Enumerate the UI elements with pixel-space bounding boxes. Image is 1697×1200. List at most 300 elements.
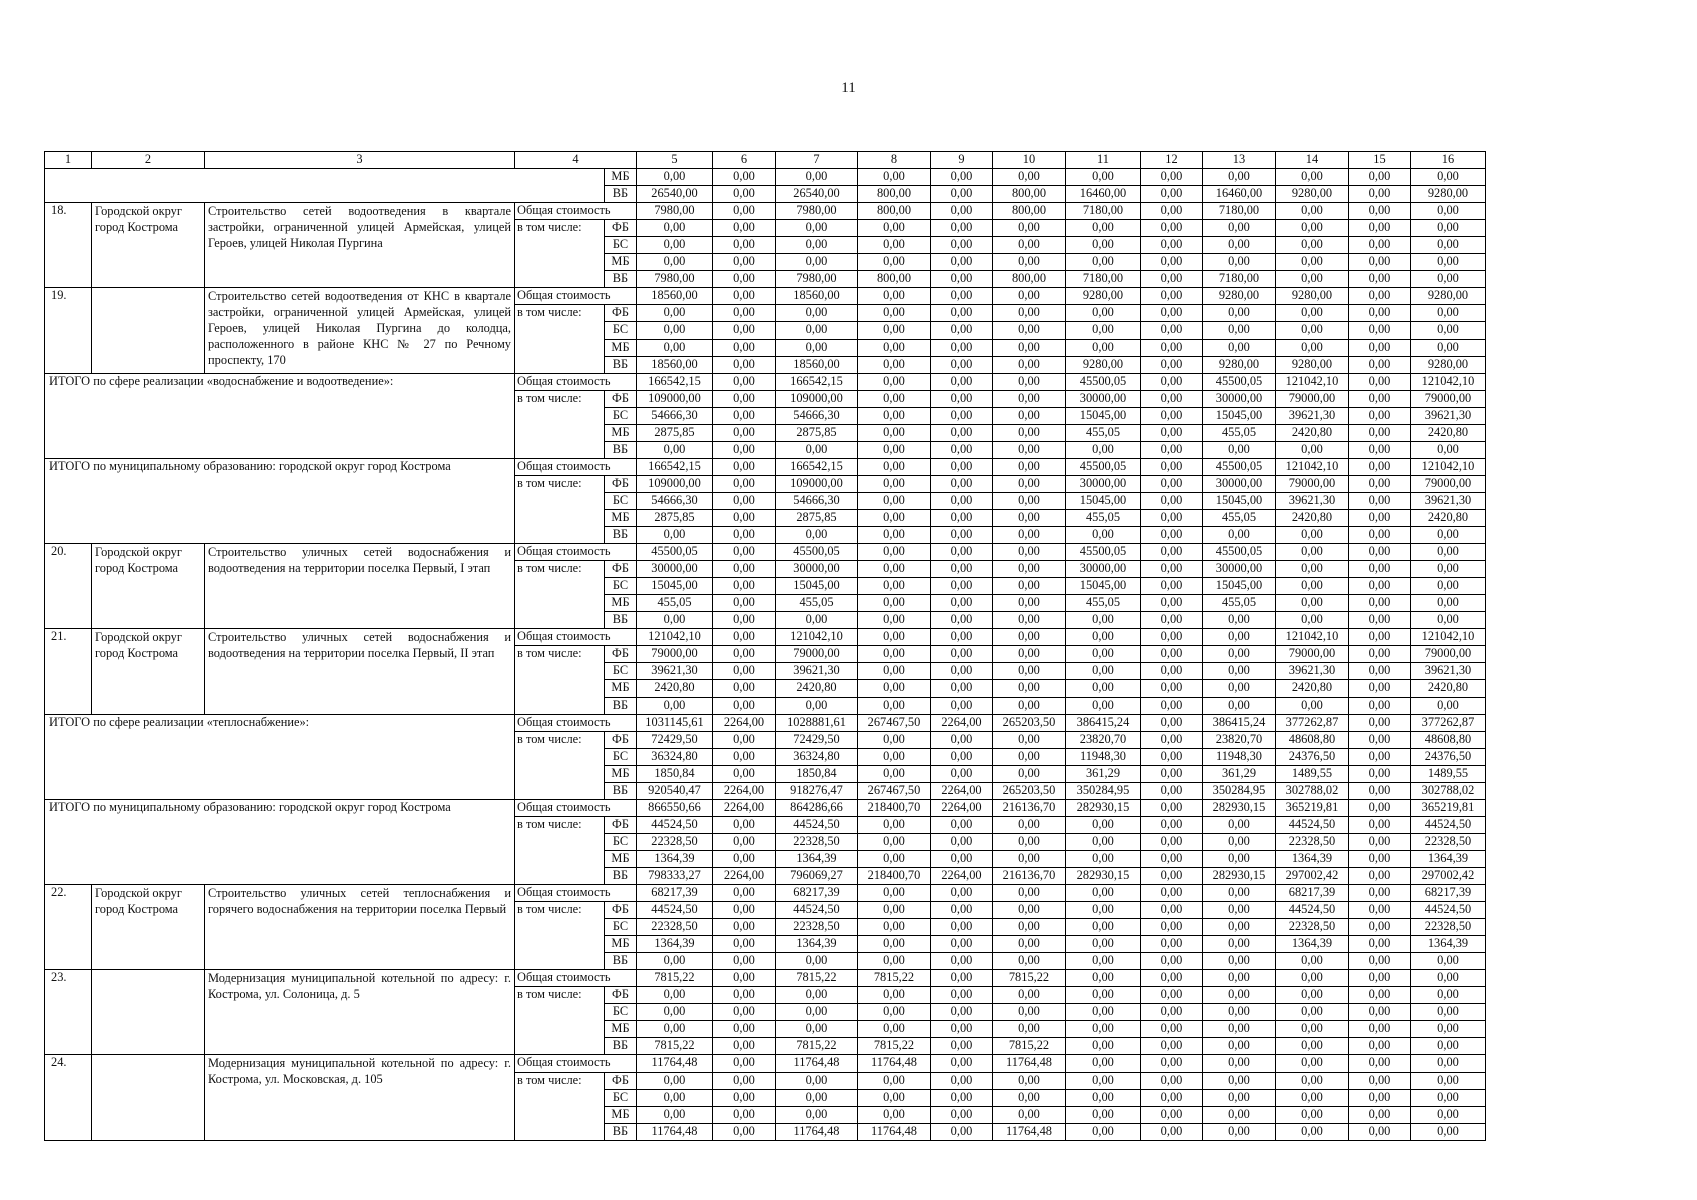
value-cell: 282930,15	[1066, 799, 1141, 816]
column-header: 12	[1141, 152, 1203, 169]
value-cell: 0,00	[931, 509, 993, 526]
value-cell: 166542,15	[637, 373, 713, 390]
value-cell: 0,00	[1141, 458, 1203, 475]
value-cell: 864286,66	[776, 799, 858, 816]
value-cell: 0,00	[1203, 816, 1276, 833]
source-label: БС	[605, 492, 637, 509]
value-cell: 0,00	[993, 169, 1066, 186]
value-cell: 0,00	[931, 390, 993, 407]
source-label: МБ	[605, 509, 637, 526]
source-label: БС	[605, 237, 637, 254]
value-cell: 0,00	[1066, 1021, 1141, 1038]
value-cell: 455,05	[1066, 509, 1141, 526]
total-row	[45, 458, 1486, 475]
value-cell: 0,00	[993, 254, 1066, 271]
source-label: МБ	[605, 850, 637, 867]
value-cell: 44524,50	[1276, 816, 1349, 833]
value-cell: 0,00	[1276, 1004, 1349, 1021]
value-cell: 0,00	[931, 629, 993, 646]
value-cell: 0,00	[1276, 1106, 1349, 1123]
value-cell: 0,00	[1203, 441, 1276, 458]
value-cell: 0,00	[858, 492, 931, 509]
value-cell: 0,00	[1141, 356, 1203, 373]
value-cell: 0,00	[1349, 765, 1411, 782]
value-cell: 1364,39	[637, 850, 713, 867]
value-cell: 0,00	[1349, 527, 1411, 544]
value-cell: 0,00	[1066, 936, 1141, 953]
value-cell: 1364,39	[1276, 936, 1349, 953]
value-cell: 0,00	[993, 237, 1066, 254]
value-cell: 44524,50	[776, 816, 858, 833]
value-cell: 0,00	[1349, 407, 1411, 424]
value-cell: 0,00	[1141, 527, 1203, 544]
value-cell: 0,00	[713, 254, 776, 271]
column-header: 5	[637, 152, 713, 169]
value-cell: 7180,00	[1203, 203, 1276, 220]
value-cell: 0,00	[858, 680, 931, 697]
page-number: 11	[841, 80, 856, 96]
value-cell: 0,00	[1411, 1004, 1486, 1021]
value-cell: 2875,85	[776, 424, 858, 441]
value-cell: 1364,39	[1411, 850, 1486, 867]
value-cell: 0,00	[1066, 254, 1141, 271]
value-cell: 455,05	[1203, 424, 1276, 441]
value-cell: 0,00	[776, 254, 858, 271]
value-cell: 11764,48	[637, 1055, 713, 1072]
value-cell: 1489,55	[1411, 765, 1486, 782]
source-label: ВБ	[605, 867, 637, 884]
value-cell: 39621,30	[1411, 407, 1486, 424]
value-cell: 0,00	[1349, 816, 1411, 833]
including-label: в том числе:	[515, 475, 605, 543]
value-cell: 166542,15	[776, 373, 858, 390]
value-cell: 0,00	[713, 186, 776, 203]
value-cell: 0,00	[931, 1089, 993, 1106]
value-cell: 0,00	[713, 339, 776, 356]
value-cell: 0,00	[858, 561, 931, 578]
value-cell: 0,00	[1141, 833, 1203, 850]
source-label: БС	[605, 833, 637, 850]
value-cell: 0,00	[1203, 612, 1276, 629]
value-cell: 9280,00	[1066, 356, 1141, 373]
value-cell: 0,00	[931, 902, 993, 919]
value-cell: 0,00	[776, 169, 858, 186]
item-number: 18.	[45, 203, 92, 288]
value-cell: 0,00	[1411, 169, 1486, 186]
value-cell: 0,00	[1349, 867, 1411, 884]
column-header: 1	[45, 152, 92, 169]
value-cell: 0,00	[1203, 919, 1276, 936]
value-cell: 0,00	[858, 953, 931, 970]
value-cell: 0,00	[1203, 833, 1276, 850]
item-row	[45, 970, 1486, 987]
value-cell: 0,00	[1141, 169, 1203, 186]
value-cell: 0,00	[993, 322, 1066, 339]
value-cell: 455,05	[776, 595, 858, 612]
value-cell: 72429,50	[637, 731, 713, 748]
value-cell: 0,00	[993, 885, 1066, 902]
value-cell: 0,00	[1141, 407, 1203, 424]
value-cell: 0,00	[713, 850, 776, 867]
value-cell: 18560,00	[637, 288, 713, 305]
value-cell: 2264,00	[931, 714, 993, 731]
value-cell: 0,00	[993, 646, 1066, 663]
value-cell: 0,00	[713, 475, 776, 492]
value-cell: 0,00	[858, 305, 931, 322]
value-cell: 0,00	[931, 458, 993, 475]
value-cell: 1364,39	[776, 936, 858, 953]
value-cell: 0,00	[1349, 731, 1411, 748]
column-header: 6	[713, 152, 776, 169]
value-cell: 9280,00	[1276, 186, 1349, 203]
value-cell: 0,00	[1411, 595, 1486, 612]
column-header: 4	[515, 152, 637, 169]
value-cell: 0,00	[1349, 271, 1411, 288]
source-label: МБ	[605, 339, 637, 356]
value-cell: 0,00	[993, 356, 1066, 373]
total-cost-label: Общая стоимость	[515, 799, 637, 816]
value-cell: 11764,48	[776, 1055, 858, 1072]
value-cell: 267467,50	[858, 782, 931, 799]
value-cell: 0,00	[858, 458, 931, 475]
column-header: 10	[993, 152, 1066, 169]
value-cell: 23820,70	[1066, 731, 1141, 748]
value-cell: 48608,80	[1276, 731, 1349, 748]
value-cell: 0,00	[1141, 561, 1203, 578]
source-label: ФБ	[605, 731, 637, 748]
value-cell: 0,00	[713, 527, 776, 544]
value-cell: 0,00	[1276, 1055, 1349, 1072]
value-cell: 0,00	[1066, 1055, 1141, 1072]
value-cell: 0,00	[1349, 458, 1411, 475]
value-cell: 0,00	[1141, 1038, 1203, 1055]
value-cell: 0,00	[637, 527, 713, 544]
value-cell: 0,00	[713, 663, 776, 680]
value-cell: 22328,50	[637, 833, 713, 850]
value-cell: 0,00	[993, 612, 1066, 629]
value-cell: 0,00	[993, 680, 1066, 697]
value-cell: 0,00	[1203, 850, 1276, 867]
value-cell: 0,00	[713, 390, 776, 407]
value-cell: 800,00	[993, 186, 1066, 203]
value-cell: 0,00	[858, 254, 931, 271]
value-cell: 0,00	[931, 970, 993, 987]
value-cell: 68217,39	[776, 885, 858, 902]
value-cell: 0,00	[1349, 169, 1411, 186]
municipality	[92, 970, 205, 1055]
value-cell: 16460,00	[1066, 186, 1141, 203]
total-row	[45, 799, 1486, 816]
value-cell: 0,00	[858, 373, 931, 390]
source-label: ВБ	[605, 782, 637, 799]
value-cell: 0,00	[637, 1004, 713, 1021]
value-cell: 79000,00	[1411, 475, 1486, 492]
value-cell: 0,00	[713, 1021, 776, 1038]
value-cell: 0,00	[858, 936, 931, 953]
value-cell: 0,00	[713, 305, 776, 322]
value-cell: 79000,00	[1276, 390, 1349, 407]
source-label: ФБ	[605, 902, 637, 919]
value-cell: 0,00	[858, 356, 931, 373]
value-cell: 7980,00	[776, 203, 858, 220]
value-cell: 9280,00	[1203, 356, 1276, 373]
value-cell: 0,00	[1141, 203, 1203, 220]
value-cell: 0,00	[713, 953, 776, 970]
value-cell: 121042,10	[776, 629, 858, 646]
value-cell: 0,00	[1349, 254, 1411, 271]
value-cell: 44524,50	[776, 902, 858, 919]
value-cell: 2264,00	[931, 867, 993, 884]
value-cell: 0,00	[993, 1021, 1066, 1038]
value-cell: 0,00	[931, 833, 993, 850]
value-cell: 0,00	[993, 458, 1066, 475]
value-cell: 0,00	[1066, 970, 1141, 987]
value-cell: 0,00	[1203, 1089, 1276, 1106]
value-cell: 11764,48	[776, 1123, 858, 1140]
total-cost-label: Общая стоимость	[515, 203, 637, 220]
value-cell: 2420,80	[1411, 424, 1486, 441]
value-cell: 0,00	[1066, 339, 1141, 356]
value-cell: 0,00	[993, 663, 1066, 680]
value-cell: 0,00	[1349, 697, 1411, 714]
value-cell: 11764,48	[637, 1123, 713, 1140]
value-cell: 0,00	[1141, 799, 1203, 816]
value-cell: 0,00	[1349, 237, 1411, 254]
value-cell: 0,00	[1141, 1089, 1203, 1106]
value-cell: 0,00	[858, 697, 931, 714]
value-cell: 0,00	[776, 237, 858, 254]
value-cell: 2264,00	[931, 782, 993, 799]
value-cell: 0,00	[858, 220, 931, 237]
value-cell: 0,00	[931, 919, 993, 936]
value-cell: 0,00	[993, 407, 1066, 424]
value-cell: 0,00	[931, 305, 993, 322]
municipality	[92, 1055, 205, 1140]
value-cell: 0,00	[713, 1055, 776, 1072]
value-cell: 302788,02	[1276, 782, 1349, 799]
value-cell: 44524,50	[1411, 902, 1486, 919]
value-cell: 0,00	[1349, 919, 1411, 936]
value-cell: 0,00	[1141, 919, 1203, 936]
value-cell: 0,00	[1141, 186, 1203, 203]
value-cell: 22328,50	[776, 919, 858, 936]
value-cell: 0,00	[993, 1089, 1066, 1106]
value-cell: 0,00	[993, 475, 1066, 492]
value-cell: 216136,70	[993, 867, 1066, 884]
value-cell: 22328,50	[1276, 919, 1349, 936]
value-cell: 0,00	[1141, 646, 1203, 663]
value-cell: 386415,24	[1066, 714, 1141, 731]
value-cell: 0,00	[713, 458, 776, 475]
value-cell: 0,00	[713, 220, 776, 237]
value-cell: 0,00	[1141, 663, 1203, 680]
value-cell: 0,00	[1349, 373, 1411, 390]
value-cell: 297002,42	[1411, 867, 1486, 884]
value-cell: 0,00	[713, 833, 776, 850]
value-cell: 39621,30	[1411, 492, 1486, 509]
value-cell: 0,00	[1349, 680, 1411, 697]
value-cell: 0,00	[1066, 1106, 1141, 1123]
value-cell: 15045,00	[776, 578, 858, 595]
value-cell: 0,00	[1203, 254, 1276, 271]
value-cell: 800,00	[993, 203, 1066, 220]
value-cell: 0,00	[1066, 237, 1141, 254]
column-header: 13	[1203, 152, 1276, 169]
total-title: ИТОГО по муниципальному образованию: городской округ город Кострома	[45, 799, 515, 884]
value-cell: 0,00	[1276, 1123, 1349, 1140]
value-cell: 0,00	[1141, 748, 1203, 765]
value-cell: 0,00	[713, 595, 776, 612]
value-cell: 0,00	[776, 1004, 858, 1021]
value-cell: 0,00	[993, 390, 1066, 407]
value-cell: 11948,30	[1066, 748, 1141, 765]
value-cell: 0,00	[931, 492, 993, 509]
value-cell: 54666,30	[776, 407, 858, 424]
value-cell: 0,00	[1066, 663, 1141, 680]
value-cell: 54666,30	[776, 492, 858, 509]
value-cell: 109000,00	[776, 475, 858, 492]
value-cell: 0,00	[713, 816, 776, 833]
value-cell: 54666,30	[637, 407, 713, 424]
source-label: БС	[605, 1004, 637, 1021]
project-description: Строительство сетей водоотведения в квартале застройки, ограниченной улицей Армейская, улицей Героев, улицей Николая Пургина	[205, 203, 515, 288]
value-cell: 0,00	[1066, 441, 1141, 458]
project-description: Строительство уличных сетей теплоснабжения и горячего водоснабжения на территории поселка Первый	[205, 885, 515, 970]
value-cell: 0,00	[1141, 220, 1203, 237]
value-cell: 0,00	[713, 629, 776, 646]
project-description: Строительство уличных сетей водоснабжения и водоотведения на территории поселка Первый, II этап	[205, 629, 515, 714]
value-cell: 0,00	[1276, 339, 1349, 356]
source-label: МБ	[605, 424, 637, 441]
value-cell: 7180,00	[1066, 271, 1141, 288]
value-cell: 0,00	[1411, 203, 1486, 220]
value-cell: 0,00	[993, 629, 1066, 646]
value-cell: 0,00	[858, 731, 931, 748]
value-cell: 0,00	[1349, 356, 1411, 373]
value-cell: 0,00	[713, 356, 776, 373]
value-cell: 44524,50	[637, 902, 713, 919]
value-cell: 11764,48	[993, 1055, 1066, 1072]
value-cell: 0,00	[993, 441, 1066, 458]
value-cell: 0,00	[776, 612, 858, 629]
value-cell: 0,00	[1411, 578, 1486, 595]
value-cell: 0,00	[1141, 885, 1203, 902]
value-cell: 0,00	[858, 816, 931, 833]
municipality	[92, 288, 205, 373]
value-cell: 39621,30	[1276, 407, 1349, 424]
value-cell: 0,00	[1141, 697, 1203, 714]
value-cell: 15045,00	[1203, 578, 1276, 595]
total-title: ИТОГО по муниципальному образованию: городской округ город Кострома	[45, 458, 515, 543]
value-cell: 79000,00	[1411, 390, 1486, 407]
column-header: 16	[1411, 152, 1486, 169]
value-cell: 0,00	[931, 1072, 993, 1089]
value-cell: 0,00	[1141, 936, 1203, 953]
value-cell: 0,00	[1276, 578, 1349, 595]
value-cell: 30000,00	[776, 561, 858, 578]
value-cell: 0,00	[713, 237, 776, 254]
item-row	[45, 885, 1486, 902]
value-cell: 0,00	[931, 1055, 993, 1072]
value-cell: 0,00	[1066, 680, 1141, 697]
value-cell: 15045,00	[1066, 492, 1141, 509]
value-cell: 2420,80	[637, 680, 713, 697]
source-label: ВБ	[605, 356, 637, 373]
value-cell: 0,00	[931, 424, 993, 441]
value-cell: 0,00	[1066, 816, 1141, 833]
value-cell: 0,00	[1411, 561, 1486, 578]
value-cell: 0,00	[931, 646, 993, 663]
value-cell: 0,00	[1349, 1123, 1411, 1140]
value-cell: 1364,39	[1276, 850, 1349, 867]
value-cell: 0,00	[1141, 987, 1203, 1004]
value-cell: 0,00	[1141, 424, 1203, 441]
value-cell: 0,00	[1203, 1038, 1276, 1055]
value-cell: 0,00	[1276, 271, 1349, 288]
value-cell: 0,00	[713, 492, 776, 509]
value-cell: 0,00	[713, 936, 776, 953]
value-cell: 11764,48	[858, 1123, 931, 1140]
value-cell: 0,00	[1066, 885, 1141, 902]
value-cell: 0,00	[713, 271, 776, 288]
value-cell: 0,00	[1349, 987, 1411, 1004]
value-cell: 0,00	[931, 441, 993, 458]
item-number: 19.	[45, 288, 92, 373]
value-cell: 7815,22	[776, 1038, 858, 1055]
value-cell: 0,00	[858, 850, 931, 867]
value-cell: 0,00	[1141, 629, 1203, 646]
value-cell: 45500,05	[1066, 458, 1141, 475]
value-cell: 18560,00	[776, 288, 858, 305]
value-cell: 0,00	[993, 305, 1066, 322]
value-cell: 0,00	[858, 322, 931, 339]
value-cell: 0,00	[931, 169, 993, 186]
value-cell: 0,00	[993, 919, 1066, 936]
value-cell: 0,00	[931, 544, 993, 561]
value-cell: 0,00	[713, 424, 776, 441]
value-cell: 0,00	[858, 390, 931, 407]
total-cost-label: Общая стоимость	[515, 373, 637, 390]
value-cell: 72429,50	[776, 731, 858, 748]
value-cell: 15045,00	[1203, 407, 1276, 424]
value-cell: 0,00	[1203, 1004, 1276, 1021]
value-cell: 2264,00	[931, 799, 993, 816]
value-cell: 7980,00	[776, 271, 858, 288]
value-cell: 0,00	[1411, 1038, 1486, 1055]
value-cell: 22328,50	[1276, 833, 1349, 850]
value-cell: 44524,50	[637, 816, 713, 833]
value-cell: 0,00	[1411, 1106, 1486, 1123]
value-cell: 0,00	[1276, 527, 1349, 544]
value-cell: 0,00	[993, 595, 1066, 612]
value-cell: 68217,39	[1276, 885, 1349, 902]
value-cell: 7815,22	[858, 1038, 931, 1055]
total-cost-label: Общая стоимость	[515, 544, 637, 561]
value-cell: 0,00	[931, 220, 993, 237]
value-cell: 1489,55	[1276, 765, 1349, 782]
value-cell: 45500,05	[776, 544, 858, 561]
project-description: Строительство уличных сетей водоснабжения и водоотведения на территории поселка Первый, I этап	[205, 544, 515, 629]
value-cell: 0,00	[1066, 646, 1141, 663]
value-cell: 0,00	[1141, 1055, 1203, 1072]
value-cell: 0,00	[1349, 850, 1411, 867]
value-cell: 0,00	[993, 1106, 1066, 1123]
value-cell: 121042,10	[1411, 458, 1486, 475]
value-cell: 0,00	[1411, 1021, 1486, 1038]
value-cell: 1364,39	[637, 936, 713, 953]
value-cell: 0,00	[931, 748, 993, 765]
including-label: в том числе:	[515, 220, 605, 288]
